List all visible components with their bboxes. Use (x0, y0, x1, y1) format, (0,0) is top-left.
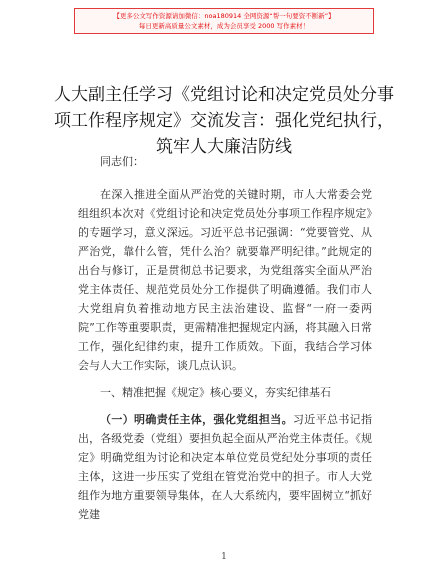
intro-paragraph: 在深入推进全面从严治党的关键时期，市人大常委会党组组织本次对《党组讨论和决定党员处分事项工作程序规定》的专题学习，意义深远。习近平总书记强调：“党要管党、从严治党，靠什么管，凭什么治？就要靠严明纪律。”此规定的出台与修订，正是贯彻总书记要求，为党组落实全面从严治党主体责任、规范党员处分工作提供了明确遵循。我们市人大党组肩负着推动地方民主法治建设、监督“一府一委两院”工作等重要职责，更需精准把握规定内涵，将其融入日常工作，强化纪律约束，提升工作质效。下面，我结合学习体会与人大工作实际，谈几点认识。 (78, 188, 372, 372)
promo-banner (74, 8, 374, 34)
section-heading-1: 一、精准把握《规定》核心要义，夯实纪律基石 (100, 386, 331, 399)
subsection-paragraph-1 (78, 410, 372, 524)
subsection-heading-1: （一）明确责任主体，强化党组担当。 (100, 413, 293, 426)
promo-banner-line-2: 每日更新高质量公文素材，成为会员享受 2000 写作素材！ (138, 22, 310, 30)
promo-banner-line-1: 【更多公文写作资源请加微信：noa180914 全网资源“帮一句要资不断新”】 (113, 12, 335, 20)
document-body (78, 152, 372, 532)
document-title: 人大副主任学习《党组讨论和决定党员处分事项工作程序规定》交流发言：强化党纪执行，筑牢人大廉洁防线 (54, 85, 394, 157)
salutation: 同志们： (100, 155, 144, 168)
subsection-text-1: 习近平总书记指出，各级党委（党组）要担负起全面从严治党主体责任。《规定》明确党组为讨论和决定本单位党员党纪处分事项的责任主体，这进一步压实了党组在管党治党中的担子。市人大党组作为地方重要领导集体，在人大系统内，要牢固树立“抓好党建 (78, 413, 373, 521)
page-number: 1 (221, 552, 227, 562)
